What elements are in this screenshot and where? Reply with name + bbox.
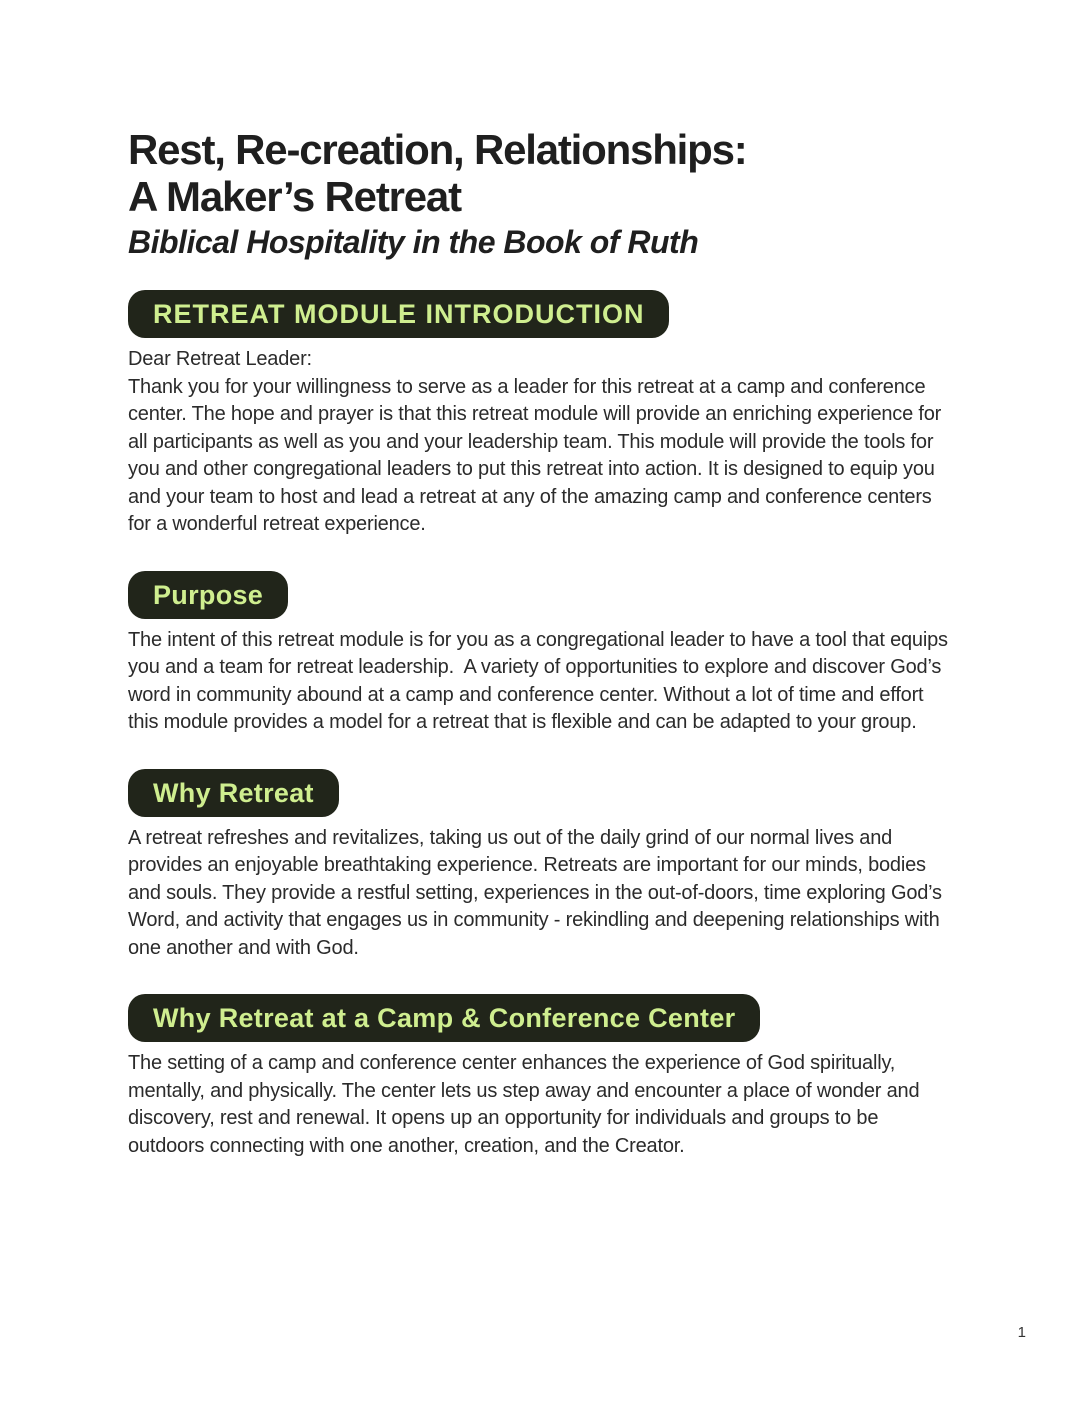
- title-subtitle: Biblical Hospitality in the Book of Ruth: [128, 224, 699, 260]
- title-line-1: Rest, Re-creation, Relationships:: [128, 126, 747, 173]
- section-heading-retreat-module-introduction: RETREAT MODULE INTRODUCTION: [128, 290, 669, 338]
- paragraph-purpose: The intent of this retreat module is for you as a congregational leader to have a tool that equips you and a team for retreat leadership. A variety of opportunities to explore and discover God’s word in community abound at a camp and conference center. Without a lot of time and effort this module provides a model for a retreat that is flexible and can be adapted to your group.: [128, 628, 954, 733]
- salutation-line: Dear Retreat Leader:: [128, 348, 312, 370]
- paragraph-why-retreat: A retreat refreshes and revitalizes, taking us out of the daily grind of our normal lives and provides an enjoyable breathtaking experience. Retreats are important for our minds, bodies and souls. They provide a restful setting, experiences in the out-of-doors, time exploring God’s Word, and activity that engages us in community - rekindling and deepening relationships with one another and with God.: [128, 826, 948, 959]
- section-why-retreat: [128, 737, 952, 963]
- section-heading-why-retreat-camp-conference-center: Why Retreat at a Camp & Conference Center: [128, 994, 760, 1042]
- page-number: 1: [1017, 1324, 1026, 1341]
- section-heading-why-retreat: Why Retreat: [128, 769, 339, 817]
- section-heading-purpose: Purpose: [128, 571, 288, 619]
- section-why-retreat-camp-conference-center: [128, 962, 952, 1160]
- paragraph-introduction: Thank you for your willingness to serve as a leader for this retreat at a camp and conference center. The hope and prayer is that this retreat module will provide an enriching experience for all participants as well as you and your leadership team. This module will provide the tools for you and other congregational leaders to put this retreat into action. It is designed to equip you and your team to host and lead a retreat at any of the amazing camp and conference centers for a wonderful retreat experience.: [128, 375, 947, 535]
- document-title: [128, 126, 952, 264]
- section-purpose: [128, 539, 952, 737]
- paragraph-why-retreat-camp-conference-center: The setting of a camp and conference center enhances the experience of God spiritually, mentally, and physically. The center lets us step away and encounter a place of wonder and discovery, rest and renewal. It opens up an opportunity for individuals and groups to be outdoors connecting with one another, creation, and the Creator.: [128, 1052, 925, 1157]
- page-content: [128, 0, 952, 1160]
- section-retreat-module-introduction: [128, 264, 952, 539]
- title-line-2: A Maker’s Retreat: [128, 173, 461, 220]
